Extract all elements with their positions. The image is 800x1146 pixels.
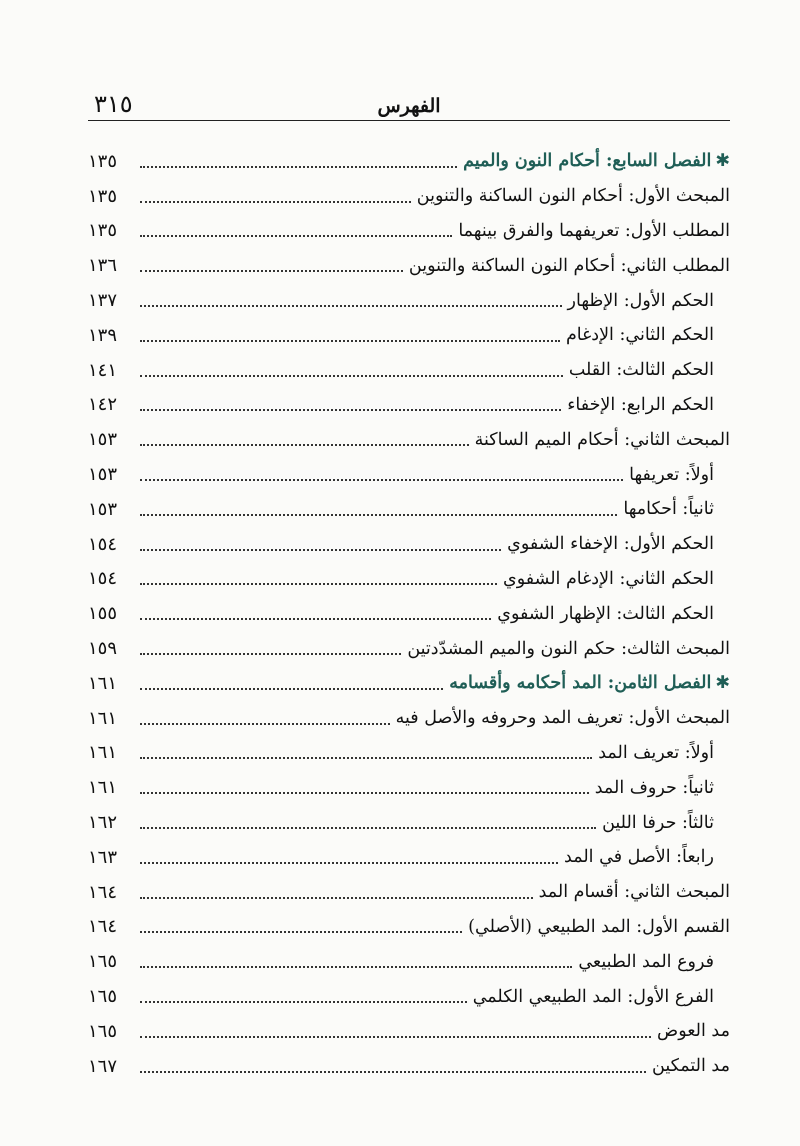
- toc-chapter-entry: [88, 144, 730, 179]
- toc-entry-label: الفرع الأول: المد الطبيعي الكلمي: [472, 986, 714, 1007]
- dot-leader: [140, 756, 592, 759]
- toc-entry-page: ١٦٧: [88, 1055, 118, 1077]
- toc-entry-page: ١٥٩: [88, 638, 118, 660]
- dot-leader: [140, 791, 589, 794]
- toc-entry-label: المبحث الثاني: أحكام الميم الساكنة: [474, 429, 730, 450]
- toc-entry-label: الحكم الثاني: الإدغام: [565, 325, 714, 346]
- toc-entry: [88, 527, 730, 562]
- toc-entry-label: المبحث الأول: أحكام النون الساكنة والتنوين: [416, 186, 730, 207]
- toc-entry-page: ١٣٥: [88, 220, 118, 242]
- toc-entry-label: رابعاً: الأصل في المد: [564, 847, 714, 868]
- toc-entry: [88, 318, 730, 353]
- toc-entry-label: الفصل الثامن: المد أحكامه وأقسامه: [449, 673, 712, 694]
- toc-entry-label: المبحث الأول: تعريف المد وحروفه والأصل فيه: [395, 708, 730, 729]
- toc-entry-page: ١٣٥: [88, 150, 118, 172]
- toc-entry: [88, 248, 730, 283]
- dot-leader: [140, 408, 561, 411]
- toc-entry: [88, 805, 730, 840]
- toc-entry-page: ١٦٤: [88, 916, 118, 938]
- toc-entry-label: أولاً: تعريفها: [629, 464, 714, 485]
- page-header: [88, 92, 730, 121]
- dot-leader: [140, 269, 403, 272]
- toc-entry-label: مد العوض: [657, 1021, 730, 1042]
- dot-leader: [140, 374, 563, 377]
- dot-leader: [140, 443, 469, 446]
- toc-entry-label: الحكم الأول: الإظهار: [567, 290, 714, 311]
- toc-entry-label: الحكم الثالث: القلب: [568, 360, 714, 381]
- toc-entry-page: ١٦٤: [88, 881, 118, 903]
- toc-entry-label: المطلب الأول: تعريفهما والفرق بينهما: [458, 220, 730, 241]
- dot-leader: [140, 861, 558, 864]
- toc-entry: [88, 388, 730, 423]
- toc-entry-page: ١٦١: [88, 777, 118, 799]
- toc-entry: [88, 631, 730, 666]
- toc-entry-label: المطلب الثاني: أحكام النون الساكنة والتنوين: [408, 255, 730, 276]
- toc-entry: [88, 179, 730, 214]
- dot-leader: [140, 617, 491, 620]
- toc-entry-page: ١٥٣: [88, 464, 118, 486]
- toc-entry: [88, 214, 730, 249]
- toc-entry-page: ١٦١: [88, 742, 118, 764]
- toc-entry: [88, 701, 730, 736]
- dot-leader: [140, 965, 572, 968]
- toc-entry-label: المبحث الثاني: أقسام المد: [538, 882, 730, 903]
- dot-leader: [140, 687, 443, 690]
- toc-entry-label: ثانياً: حروف المد: [594, 777, 714, 798]
- toc-entry-page: ١٣٥: [88, 185, 118, 207]
- toc-entry-page: ١٤٢: [88, 394, 118, 416]
- dot-leader: [140, 722, 390, 725]
- toc-entry: [88, 979, 730, 1014]
- dot-leader: [140, 548, 501, 551]
- toc-entry: [88, 562, 730, 597]
- toc-entry-page: ١٣٦: [88, 255, 118, 277]
- page-title: الفهرس: [377, 95, 441, 117]
- toc-entry: [88, 492, 730, 527]
- toc-entry-page: ١٥٣: [88, 498, 118, 520]
- toc-entry-label: الحكم الأول: الإخفاء الشفوي: [507, 534, 714, 555]
- dot-leader: [140, 1070, 646, 1073]
- toc-entry-page: ١٥٣: [88, 429, 118, 451]
- toc-entry-page: ١٣٧: [88, 290, 118, 312]
- toc-entry-label: ثالثاً: حرفا اللين: [602, 812, 714, 833]
- toc-entry: [88, 457, 730, 492]
- dot-leader: [140, 582, 497, 585]
- dot-leader: [140, 930, 462, 933]
- toc-entry: [88, 1049, 730, 1084]
- toc-entry-page: ١٥٥: [88, 603, 118, 625]
- dot-leader: [140, 652, 401, 655]
- toc-entry-page: ١٦١: [88, 707, 118, 729]
- toc-entry: [88, 736, 730, 771]
- star-bullet-icon: ✱: [715, 673, 730, 694]
- toc-entry-page: ١٥٤: [88, 533, 118, 555]
- toc-entry: [88, 875, 730, 910]
- toc-entry: [88, 596, 730, 631]
- dot-leader: [140, 826, 596, 829]
- toc-entry: [88, 283, 730, 318]
- dot-leader: [140, 304, 562, 307]
- dot-leader: [140, 200, 411, 203]
- toc-entry-page: ١٥٤: [88, 568, 118, 590]
- toc-entry-label: مد التمكين: [652, 1056, 730, 1077]
- toc-entry-page: ١٣٩: [88, 324, 118, 346]
- dot-leader: [140, 234, 452, 237]
- star-bullet-icon: ✱: [715, 151, 730, 172]
- toc-entry-label: المبحث الثالث: حكم النون والميم المشدّدتين: [407, 638, 730, 659]
- toc-entry-label: ثانياً: أحكامها: [623, 499, 714, 520]
- toc-entry-page: ١٦٥: [88, 951, 118, 973]
- toc-entry-page: ١٤١: [88, 359, 118, 381]
- toc-entry: [88, 1014, 730, 1049]
- toc-chapter-entry: [88, 666, 730, 701]
- dot-leader: [140, 513, 617, 516]
- toc-entry-page: ١٦٥: [88, 986, 118, 1008]
- dot-leader: [140, 896, 533, 899]
- dot-leader: [140, 339, 560, 342]
- toc-entry: [88, 910, 730, 945]
- toc-entry: [88, 353, 730, 388]
- dot-leader: [140, 478, 623, 481]
- dot-leader: [140, 165, 457, 168]
- toc-entry-page: ١٦٣: [88, 846, 118, 868]
- toc-entry-label: الحكم الرابع: الإخفاء: [567, 394, 714, 415]
- page-number: ٣١٥: [94, 90, 133, 118]
- toc-entry: [88, 422, 730, 457]
- toc-entry-label: فروع المد الطبيعي: [578, 951, 714, 972]
- toc-entry-label: الحكم الثالث: الإظهار الشفوي: [497, 603, 714, 624]
- dot-leader: [140, 1035, 651, 1038]
- dot-leader: [140, 1000, 467, 1003]
- toc-entry: [88, 840, 730, 875]
- toc-entry: [88, 944, 730, 979]
- toc-entry-label: أولاً: تعريف المد: [598, 742, 714, 763]
- toc-entry: [88, 770, 730, 805]
- toc-entry-label: الحكم الثاني: الإدغام الشفوي: [503, 568, 714, 589]
- toc-entry-label: الفصل السابع: أحكام النون والميم: [463, 151, 712, 172]
- toc-entry-page: ١٦١: [88, 672, 118, 694]
- toc-entry-label: القسم الأول: المد الطبيعي (الأصلي): [468, 916, 730, 937]
- toc-entry-page: ١٦٢: [88, 812, 118, 834]
- toc-entry-page: ١٦٥: [88, 1020, 118, 1042]
- table-of-contents: [88, 144, 730, 1084]
